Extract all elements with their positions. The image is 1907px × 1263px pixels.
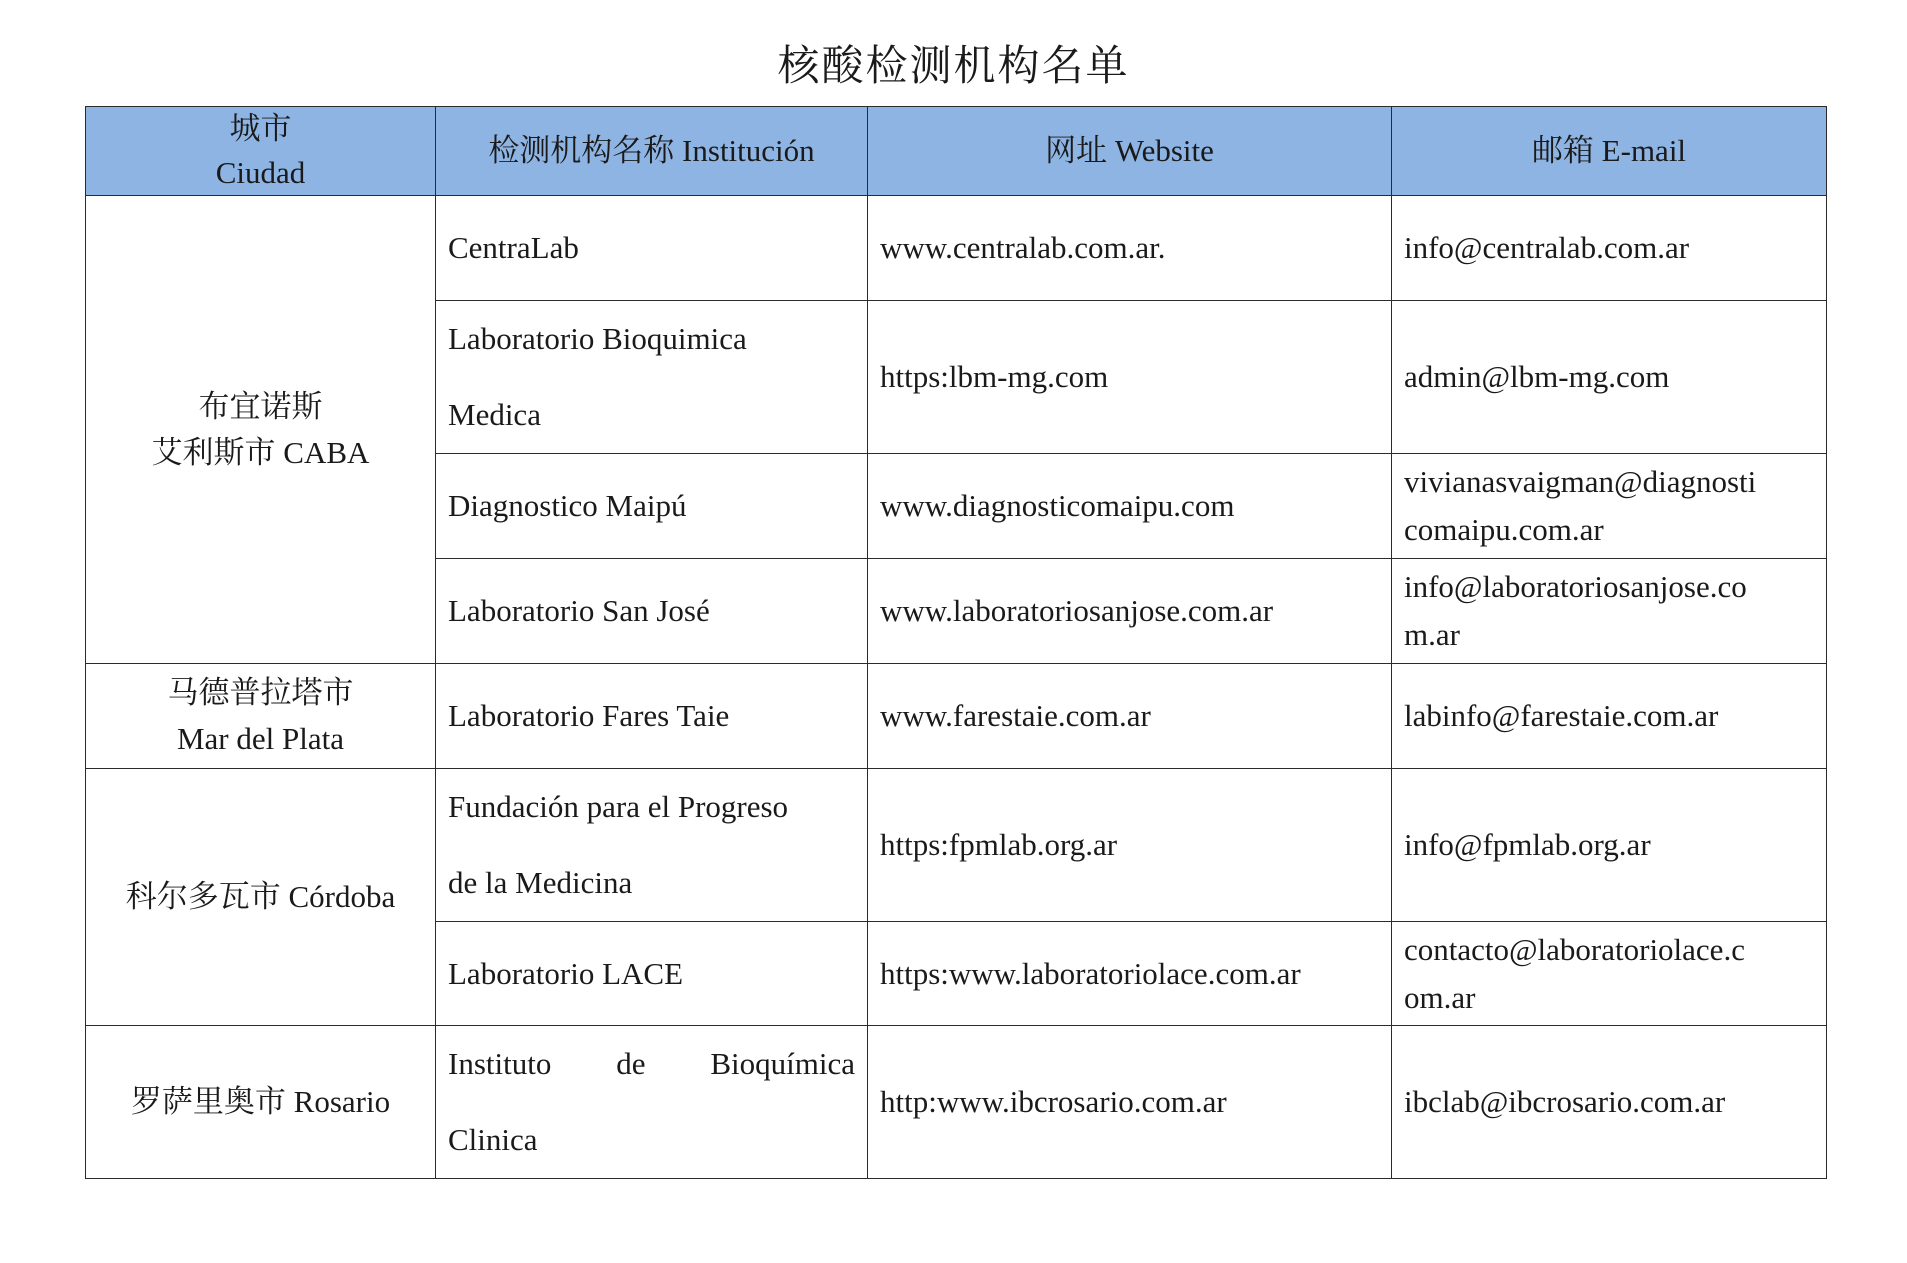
email-line-2: comaipu.com.ar [1404, 512, 1604, 547]
institution-cell: CentraLab [436, 196, 868, 301]
city-cell-buenos-aires [86, 196, 436, 664]
institution-cell [436, 1026, 868, 1179]
institution-line-2: Clinica [448, 1122, 538, 1157]
email-cell: info@centralab.com.ar [1392, 196, 1827, 301]
institutions-table [85, 106, 1827, 1179]
institution-cell: Laboratorio Fares Taie [436, 664, 868, 769]
email-cell: labinfo@farestaie.com.ar [1392, 664, 1827, 769]
table-header-row [86, 107, 1827, 196]
website-cell: https:lbm-mg.com [868, 301, 1392, 454]
email-line-1: info@laboratoriosanjose.co [1404, 569, 1747, 604]
table-row [86, 664, 1827, 769]
website-cell: www.laboratoriosanjose.com.ar [868, 559, 1392, 664]
institution-cell: Laboratorio San José [436, 559, 868, 664]
email-cell [1392, 559, 1827, 664]
institution-line-1: Instituto de Bioquímica [448, 1046, 855, 1081]
table-row [86, 769, 1827, 922]
email-cell: ibclab@ibcrosario.com.ar [1392, 1026, 1827, 1179]
email-cell: info@fpmlab.org.ar [1392, 769, 1827, 922]
institution-cell: Laboratorio LACE [436, 922, 868, 1026]
institution-line-2: Medica [448, 397, 541, 432]
city-name: 布宜诺斯 [198, 388, 323, 424]
header-website: 网址 Website [868, 107, 1392, 196]
website-cell: https:www.laboratoriolace.com.ar [868, 922, 1392, 1026]
institution-cell: Diagnostico Maipú [436, 454, 868, 559]
email-cell [1392, 922, 1827, 1026]
email-line-2: m.ar [1404, 617, 1460, 652]
institution-cell [436, 301, 868, 454]
city-name: 马德普拉塔市 [167, 675, 354, 710]
city-cell-cordoba: 科尔多瓦市 Córdoba [86, 769, 436, 1026]
website-cell: http:www.ibcrosario.com.ar [868, 1026, 1392, 1179]
website-cell: www.diagnosticomaipu.com [868, 454, 1392, 559]
email-line-1: vivianasvaigman@diagnosti [1404, 464, 1757, 499]
header-email: 邮箱 E-mail [1392, 107, 1827, 196]
table-row [86, 1026, 1827, 1179]
city-cell-rosario: 罗萨里奥市 Rosario [86, 1026, 436, 1179]
email-cell [1392, 454, 1827, 559]
email-cell: admin@lbm-mg.com [1392, 301, 1827, 454]
institution-line-2: de la Medicina [448, 865, 633, 900]
email-line-2: om.ar [1404, 979, 1476, 1015]
institution-line-1: Laboratorio Bioquimica [448, 321, 747, 356]
institution-line-1: Fundación para el Progreso [448, 789, 789, 824]
institution-cell [436, 769, 868, 922]
table-row [86, 196, 1827, 301]
header-city [86, 107, 436, 196]
city-cell-mar-del-plata [86, 664, 436, 769]
page-title: 核酸检测机构名单 [777, 41, 1130, 90]
header-city-es: Ciudad [215, 155, 306, 190]
city-name-cont: 艾利斯市 CABA [151, 434, 370, 470]
website-cell: www.centralab.com.ar. [868, 196, 1392, 301]
website-cell: https:fpmlab.org.ar [868, 769, 1392, 922]
email-line-1: contacto@laboratoriolace.c [1404, 931, 1745, 967]
header-city-zh: 城市 [229, 111, 292, 146]
header-institution: 检测机构名称 Institución [436, 107, 868, 196]
website-cell: www.farestaie.com.ar [868, 664, 1392, 769]
city-name-cont: Mar del Plata [176, 721, 344, 756]
